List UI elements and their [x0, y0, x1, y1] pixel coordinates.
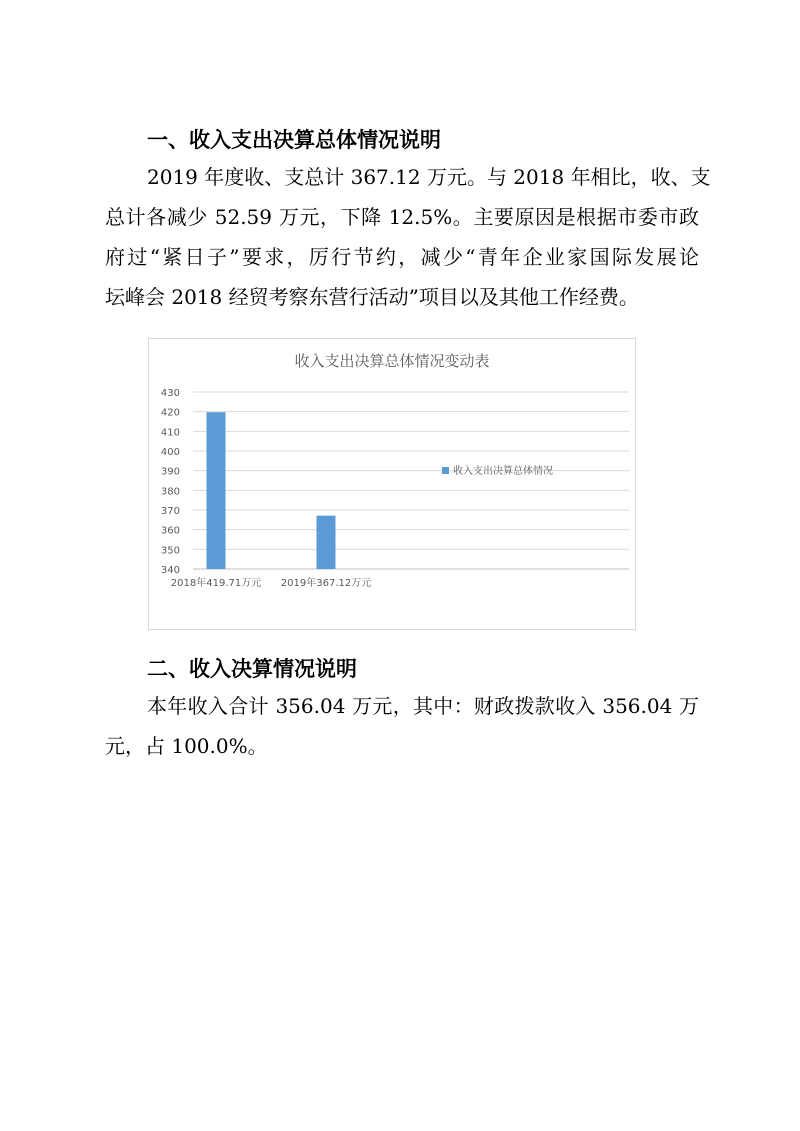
legend-swatch [442, 467, 449, 474]
section2-paragraph [105, 686, 699, 766]
y-tick-label: 430 [160, 388, 180, 399]
paragraph-line: 元，占 100.0%。 [105, 734, 268, 758]
chart-svg [149, 339, 635, 629]
y-tick-label: 370 [160, 506, 180, 517]
y-tick-label: 410 [160, 427, 180, 439]
paragraph-line: 坛峰会 2018 经贸考察东营行活动”项目以及其他工作经费。 [105, 285, 639, 309]
chart-title: 收入支出决算总体情况变动表 [294, 352, 490, 370]
section1-paragraph [105, 157, 711, 317]
legend-label: 收入支出决算总体情况 [453, 466, 553, 477]
y-tick-label: 380 [160, 486, 180, 498]
y-tick-label: 390 [160, 466, 180, 478]
x-tick-label: 2019年367.12万元 [280, 578, 372, 589]
y-tick-label: 350 [160, 545, 180, 557]
paragraph-line: 本年收入合计 356.04 万元，其中：财政拨款收入 356.04 万 [147, 694, 699, 718]
bar-chart [148, 338, 636, 630]
bar [207, 412, 226, 569]
section2-heading: 二、收入决算情况说明 [147, 657, 357, 681]
bar [317, 516, 336, 569]
y-tick-label: 340 [160, 565, 180, 576]
y-tick-label: 400 [160, 447, 180, 458]
y-tick-label: 420 [160, 407, 180, 419]
paragraph-line: 府过“紧日子”要求，厉行节约，减少“青年企业家国际发展论 [105, 245, 699, 269]
x-tick-label: 2018年419.71万元 [170, 578, 262, 589]
y-tick-label: 360 [160, 525, 180, 537]
section1-heading: 一、收入支出决算总体情况说明 [147, 128, 441, 152]
paragraph-line: 总计各减少 52.59 万元，下降 12.5%。主要原因是根据市委市政 [105, 205, 699, 229]
paragraph-line: 2019 年度收、支总计 367.12 万元。与 2018 年相比，收、支 [147, 165, 711, 189]
